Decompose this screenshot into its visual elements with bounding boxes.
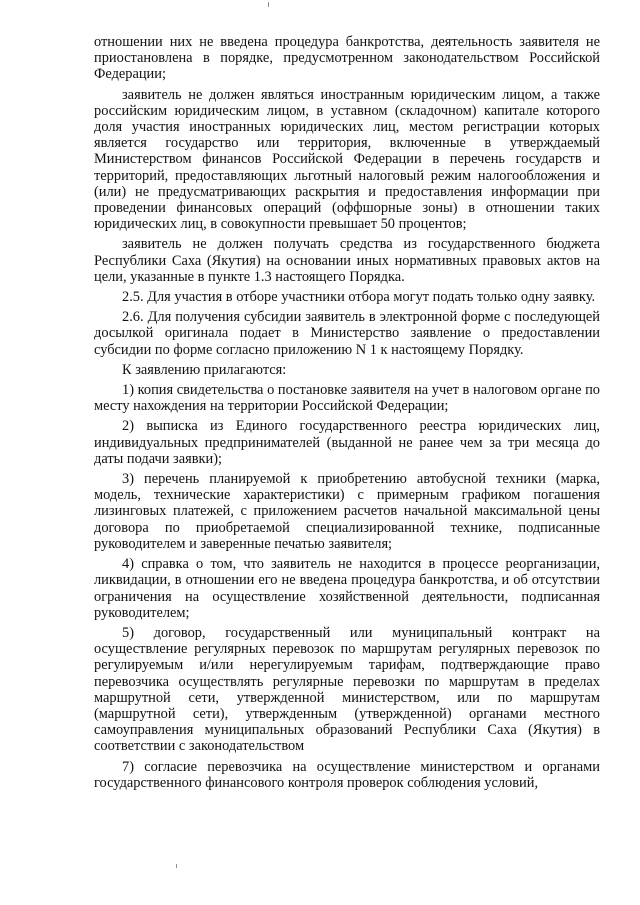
document-body	[94, 34, 600, 795]
list-item: 3) перечень планируемой к приобретению автобусной техники (марка, модель, технические характеристики) с примерным графиком погашения лизинговых платежей, с приложением расчетов начальной максимальной цены договора по приобретаемой специализированной технике, подписанные руководителем и заверенные печатью заявителя;	[94, 471, 600, 552]
paragraph: заявитель не должен получать средства из государственного бюджета Республики Саха (Якутия) на основании иных нормативных правовых актов на цели, указанные в пункте 1.3 настоящего Порядка.	[94, 236, 600, 285]
paragraph: заявитель не должен являться иностранным юридическим лицом, а также российским юридическим лицом, в уставном (складочном) капитале которого доля участия иностранных юридических лиц, местом регистрации которых является государство или территория, включенные в утверждаемый Министерством финансов Российской Федерации в перечень государств и территорий, предоставляющих льготный налоговый режим налогообложения и (или) не предусматривающих раскрытия и предоставления информации при проведении финансовых операций (оффшорные зоны) в отношении таких юридических лиц, в совокупности превышает 50 процентов;	[94, 86, 600, 233]
paragraph: 2.6. Для получения субсидии заявитель в электронной форме с последующей досылкой оригинала подает в Министерство заявление о предоставлении субсидии по форме согласно приложению N 1 к настоящему Порядку.	[94, 309, 600, 358]
scan-speck	[176, 864, 177, 868]
paragraph: К заявлению прилагаются:	[122, 361, 287, 378]
paragraph: 2.5. Для участия в отборе участники отбора могут подать только одну заявку.	[122, 289, 596, 306]
list-item: 7) согласие перевозчика на осуществление министерством и органами государственного финансового контроля проверок соблюдения условий,	[94, 758, 600, 791]
scan-speck	[268, 2, 269, 7]
list-item: 5) договор, государственный или муниципальный контракт на осуществление регулярных перевозок по маршрутам регулярных перевозок по регулируемым и/или нерегулируемым тарифам, подтверждающие право перевозчика осуществлять регулярные перевозки по маршрутам в пределах маршрутной сети, утвержденной министерством, или по маршрутам (маршрутной сети), утвержденным (утвержденной) органами местного самоуправления муниципальных образований Республики Саха (Якутия) в соответствии с законодательством	[94, 624, 600, 755]
paragraph: отношении них не введена процедура банкротства, деятельность заявителя не приостановлена в порядке, предусмотренном законодательством Российской Федерации;	[94, 34, 600, 83]
list-item: 1) копия свидетельства о постановке заявителя на учет в налоговом органе по месту нахождения на территории Российской Федерации;	[94, 382, 600, 415]
list-item: 2) выписка из Единого государственного реестра юридических лиц, индивидуальных предпринимателей (выданной не ранее чем за три месяца до даты подачи заявки);	[94, 418, 600, 467]
list-item: 4) справка о том, что заявитель не находится в процессе реорганизации, ликвидации, в отношении его не введена процедура банкротства, и об отсутствии ограничения на осуществление хозяйственной деятельности, подписанная руководителем;	[94, 556, 600, 621]
